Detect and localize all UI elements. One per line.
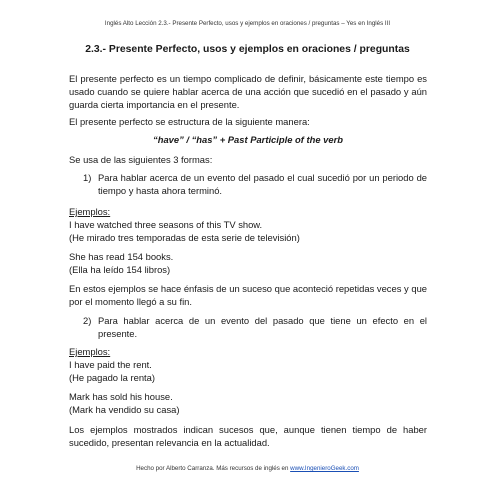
example-4-spanish: (Mark ha vendido su casa) xyxy=(69,404,180,415)
conclusion-paragraph: Los ejemplos mostrados indican sucesos que, aunque tienen tiempo de haber sucedido, presentan relevancia en la actualidad. xyxy=(69,424,427,448)
forms-intro: Se usa de las siguientes 3 formas: xyxy=(69,154,213,165)
footer-text: Hecho por Alberto Carranza. Más recursos de inglés en xyxy=(136,465,291,472)
examples-1-label: Ejemplos: xyxy=(69,206,111,217)
list-item-2-number: 2) xyxy=(83,315,92,326)
example-4-english: Mark has sold his house. xyxy=(69,391,173,402)
intro-paragraph: El presente perfecto es un tiempo complicado de definir, básicamente este tiempo es usado cuando se quiere hablar acerca de una acción que sucedió en el pasado y aún guarda cierta importancia en el presente. xyxy=(69,73,427,110)
list-item-2-text: Para hablar acerca de un evento del pasado que tiene un efecto en el presente. xyxy=(98,315,427,339)
emphasis-note: En estos ejemplos se hace énfasis de un suceso que aconteció repetidas veces y que por el momento llegó a su fin. xyxy=(69,283,427,307)
page-footer xyxy=(0,465,495,472)
example-1-english: I have watched three seasons of this TV show. xyxy=(69,219,263,230)
structure-intro: El presente perfecto se estructura de la siguiente manera: xyxy=(69,116,310,127)
list-item-2 xyxy=(69,314,427,340)
footer-link[interactable]: www.IngenieroGeek.com xyxy=(290,465,359,472)
example-2-english: She has read 154 books. xyxy=(69,251,174,262)
list-item-1 xyxy=(69,171,427,197)
list-item-1-text: Para hablar acerca de un evento del pasado el cual sucedió por un periodo de tiempo y hasta ahora terminó. xyxy=(98,172,427,196)
list-item-1-number: 1) xyxy=(83,172,92,183)
examples-2-label: Ejemplos: xyxy=(69,346,111,357)
example-2-spanish: (Ella ha leído 154 libros) xyxy=(69,264,171,275)
document-title: 2.3.- Presente Perfecto, usos y ejemplos en oraciones / preguntas xyxy=(85,44,410,55)
running-header: Inglés Alto Lección 2.3.- Presente Perfecto, usos y ejemplos en oraciones / preguntas – Yes en Inglés III xyxy=(104,20,391,27)
example-3-spanish: (He pagado la renta) xyxy=(69,372,155,383)
example-1-spanish: (He mirado tres temporadas de esta serie de televisión) xyxy=(69,232,300,243)
formula: “have” / “has” + Past Participle of the verb xyxy=(153,134,343,145)
example-3-english: I have paid the rent. xyxy=(69,359,152,370)
